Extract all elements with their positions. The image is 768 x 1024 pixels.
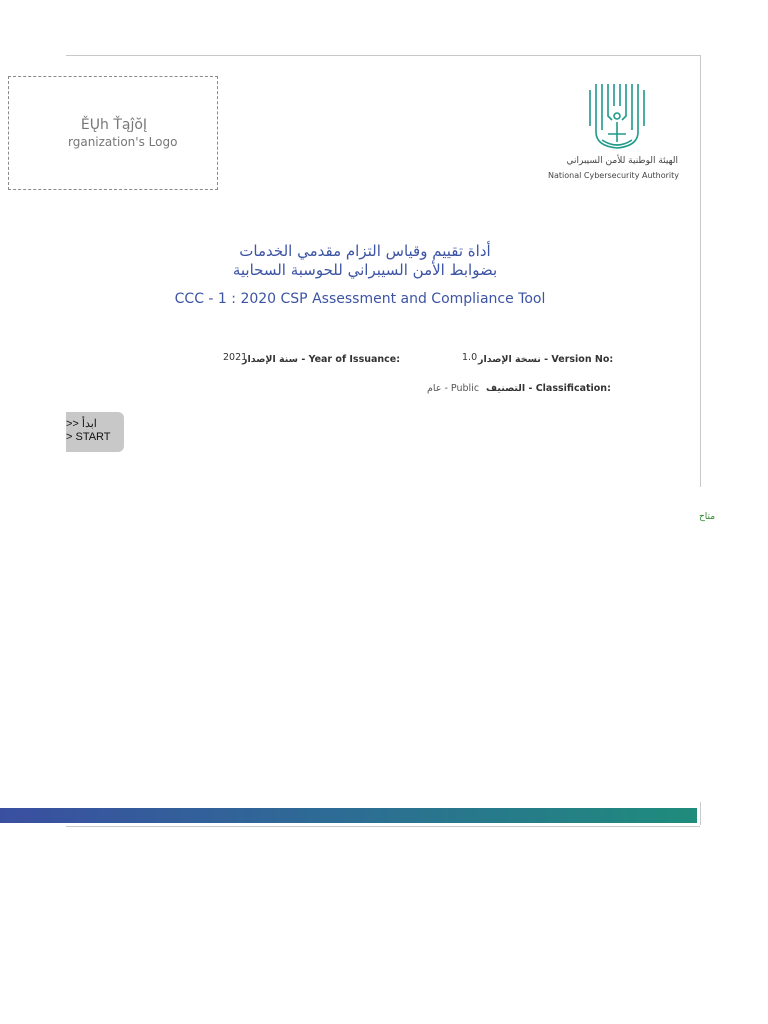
tool-title-ar-line2: بضوابط الأمن السيبراني للحوسبة السحابية bbox=[232, 261, 498, 279]
organization-logo-placeholder[interactable] bbox=[8, 76, 218, 190]
frame-border-right-lower bbox=[700, 802, 701, 825]
start-button-label-ar: ابدأ << bbox=[66, 418, 97, 430]
status-text: متاح bbox=[699, 512, 716, 522]
version-number-value: 1.0 bbox=[462, 352, 478, 363]
classification-value: عام - Public bbox=[427, 383, 480, 394]
footer-gradient-bar bbox=[0, 808, 697, 823]
year-of-issuance-value: 2021 bbox=[223, 352, 248, 363]
version-number-label: نسخة الإصدار - Version No: bbox=[478, 354, 614, 365]
nca-logo-icon bbox=[548, 76, 682, 186]
start-button-clip bbox=[0, 400, 66, 460]
organization-logo-text-ar: ĚŲh ŤąĵŏĮ bbox=[80, 117, 148, 133]
year-of-issuance-label: سنة الإصدار - Year of Issuance: bbox=[242, 354, 401, 365]
nca-name-en: National Cybersecurity Authority bbox=[548, 171, 679, 180]
tool-title-ar-line1: أداة تقييم وقياس التزام مقدمي الخدمات bbox=[239, 242, 491, 260]
tool-title-en: CCC - 1 : 2020 CSP Assessment and Compliance Tool bbox=[174, 291, 546, 307]
frame-border-right bbox=[700, 55, 701, 487]
nca-name-ar: الهيئة الوطنية للأمن السيبراني bbox=[566, 156, 678, 166]
organization-logo-text-en: rganization's Logo bbox=[68, 135, 178, 149]
classification-label: التصنيف - Classification: bbox=[486, 383, 611, 394]
start-button-label-en: > START bbox=[66, 431, 111, 443]
